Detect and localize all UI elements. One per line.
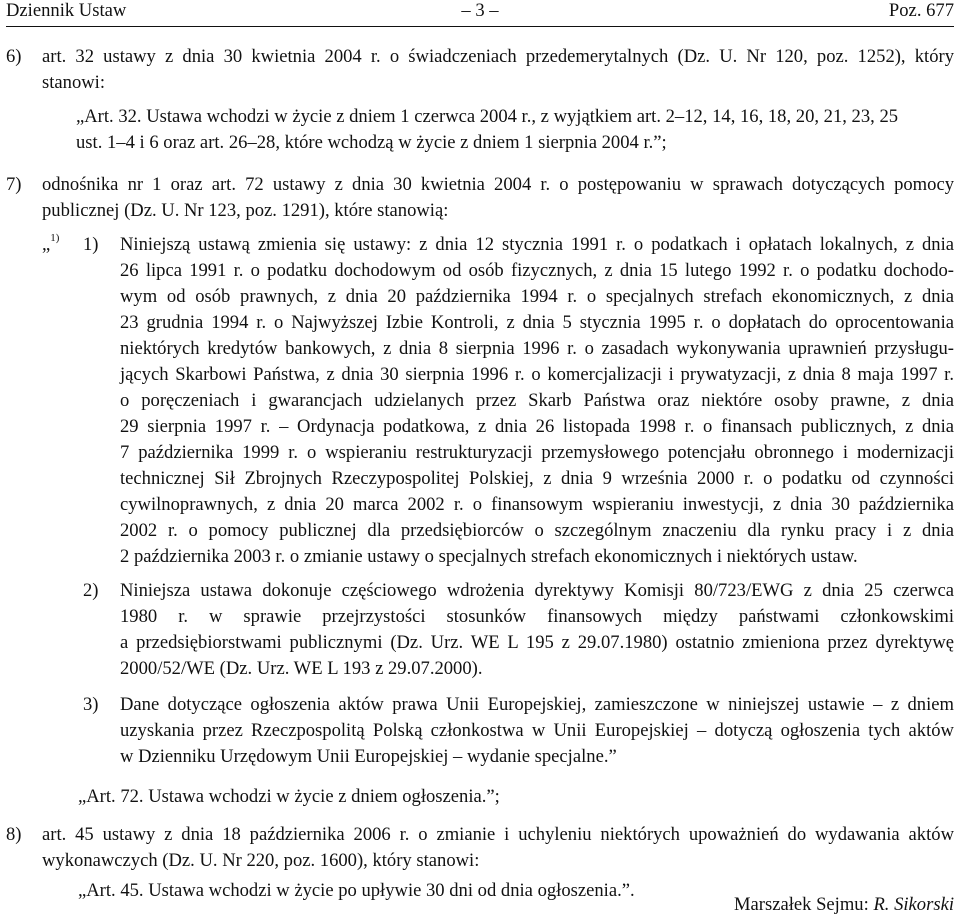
footnote-marker: 1)	[50, 232, 60, 244]
sub-1-line: Niniejszą ustawą zmienia się ustawy: z dnia 12 stycznia 1991 r. o podatkach i opłatach lokalnych, z dnia	[120, 234, 954, 255]
item-8-number: 8)	[6, 824, 22, 845]
position-number: Poz. 677	[888, 0, 954, 21]
item-6-number: 6)	[6, 46, 22, 67]
sub-1-line: 29 sierpnia 1997 r. – Ordynacja podatkowa, z dnia 26 listopada 1998 r. o finansach publicznych, z dnia	[120, 416, 954, 437]
art-45-quote: „Art. 45. Ustawa wchodzi w życie po upływie 30 dni od dnia ogłoszenia.”.	[78, 880, 635, 901]
journal-title: Dziennik Ustaw	[6, 0, 127, 21]
item-6-quote-line-2: ust. 1–4 i 6 oraz art. 26–28, które wchodzą w życie z dniem 1 sierpnia 2004 r.”;	[76, 132, 667, 153]
sub-1-line: niektórych kredytów bankowych, z dnia 8 sierpnia 1996 r. o zasadach wykonywania uprawnień przysługu-	[120, 338, 954, 359]
sub-1-line: cywilnoprawnych, z dnia 20 marca 2002 r. o finansowym wspieraniu inwestycji, z dnia 30 października	[120, 494, 954, 515]
item-6-line-2: stanowi:	[42, 72, 106, 93]
sub-1-line: o poręczeniach i gwarancjach udzielanych przez Skarb Państwa oraz niektóre osoby prawne, z dnia	[120, 390, 954, 411]
sub-1-line: technicznej Sił Zbrojnych Rzeczypospolitej Polskiej, z dnia 9 września 2000 r. o podatku od czynności	[120, 468, 954, 489]
sub-1-line: 26 lipca 1991 r. o podatku dochodowym od osób fizycznych, z dnia 15 lutego 1992 r. o podatku dochodo-	[120, 260, 954, 281]
art-72-quote: „Art. 72. Ustawa wchodzi w życie z dniem ogłoszenia.”;	[78, 786, 500, 807]
sub-2-line: 1980 r. w sprawie przejrzystości stosunków finansowych między państwami członkowskimi	[120, 606, 954, 627]
item-8-line-2: wykonawczych (Dz. U. Nr 220, poz. 1600), który stanowi:	[42, 850, 480, 871]
signature-name: R. Sikorski	[873, 894, 954, 915]
sub-1-line: 7 października 1999 r. o wspieraniu restrukturyzacji przemysłowego potencjału obronnego i modernizacji	[120, 442, 954, 463]
quote-open-mark: „$^{1)}$	[42, 232, 60, 255]
sub-3-line: Dane dotyczące ogłoszenia aktów prawa Unii Europejskiej, zamieszczone w niniejszej ustawie – z dniem	[120, 694, 954, 715]
item-6-quote-line-1: „Art. 32. Ustawa wchodzi w życie z dniem 1 czerwca 2004 r., z wyjątkiem art. 2–12, 14, 16, 18, 20, 21, 23, 25	[76, 106, 899, 127]
page-header	[6, 0, 954, 26]
item-7-line-2: publicznej (Dz. U. Nr 123, poz. 1291), które stanowią:	[42, 200, 449, 221]
signature	[734, 893, 954, 917]
item-6-line-1: art. 32 ustawy z dnia 30 kwietnia 2004 r. o świadczeniach przedemerytalnych (Dz. U. Nr 120, poz. 1252), który	[42, 46, 954, 67]
sub-3-line: uzyskania przez Rzeczpospolitą Polską członkostwa w Unii Europejskiej – dotyczą ogłoszenia tych aktów	[120, 720, 954, 741]
item-8-line-1: art. 45 ustawy z dnia 18 października 2006 r. o zmianie i uchyleniu niektórych upoważnień do wydawania aktów	[42, 824, 954, 845]
item-7-number: 7)	[6, 174, 22, 195]
sub-2-line: a przedsiębiorstwami publicznymi (Dz. Urz. WE L 195 z 29.07.1980) ostatnio zmieniona przez dyrektywę	[120, 632, 954, 653]
sub-2-line: 2000/52/WE (Dz. Urz. WE L 193 z 29.07.2000).	[120, 658, 483, 679]
sub-1-line: 23 grudnia 1994 r. o Najwyższej Izbie Kontroli, z dnia 5 stycznia 1995 r. o dopłatach do oprocentowania	[120, 312, 954, 333]
sub-3-line: w Dzienniku Urzędowym Unii Europejskiej – wydanie specjalne.”	[120, 746, 617, 767]
header-rule	[6, 26, 954, 27]
signature-title: Marszałek Sejmu:	[734, 894, 869, 915]
item-7-line-1: odnośnika nr 1 oraz art. 72 ustawy z dnia 30 kwietnia 2004 r. o postępowaniu w sprawach dotyczących pomocy	[42, 174, 954, 195]
page-number: – 3 –	[461, 0, 499, 21]
sub-1-line: 2 października 2003 r. o zmianie ustawy o specjalnych strefach ekonomicznych i niektórych ustaw.	[120, 546, 858, 567]
sub-1-line: 2002 r. o pomocy publicznej dla przedsiębiorców o szczególnym znaczeniu dla rynku pracy i z dnia	[120, 520, 954, 541]
sub-3-number: 3)	[83, 694, 99, 715]
sub-1-line: wym od osób prawnych, z dnia 20 października 1994 r. o specjalnych strefach ekonomicznych, z dnia	[120, 286, 954, 307]
sub-1-line: jących Skarbowi Państwa, z dnia 30 sierpnia 1996 r. o komercjalizacji i prywatyzacji, z dnia 8 maja 1997 r.	[120, 364, 954, 385]
sub-2-number: 2)	[83, 580, 99, 601]
sub-2-line: Niniejsza ustawa dokonuje częściowego wdrożenia dyrektywy Komisji 80/723/EWG z dnia 25 czerwca	[120, 580, 954, 601]
sub-1-number: 1)	[83, 234, 99, 255]
